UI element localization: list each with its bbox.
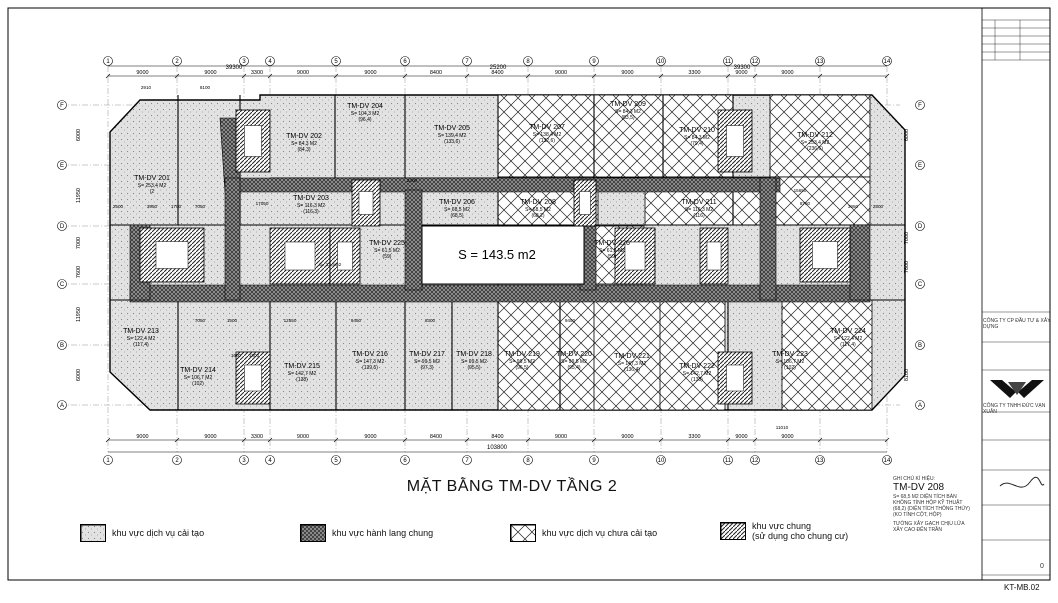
note-heading: GHI CHÚ KÍ HIỆU: bbox=[893, 476, 935, 482]
small-dim-label: 2400 bbox=[406, 178, 418, 183]
legend-item-renovated bbox=[80, 524, 204, 542]
dim-top-label: 8400 bbox=[491, 70, 504, 76]
dim-bottom-label: 9000 bbox=[621, 434, 634, 440]
unit-area: S= 99,5 M2 bbox=[414, 359, 440, 365]
unit-area: S= 84,3 M2 bbox=[615, 109, 641, 115]
dim-left-label: 11950 bbox=[76, 307, 82, 322]
unit-net-area: (132,6) bbox=[539, 138, 555, 144]
grid-row-label: F bbox=[60, 103, 64, 110]
small-dim-label: 8100 bbox=[199, 85, 211, 90]
grid-column-label: 1 bbox=[106, 458, 110, 465]
legend-item-corridor bbox=[300, 524, 433, 542]
note-line: XÂY CAO ĐẾN TRẦN bbox=[893, 527, 942, 533]
unit-net-area: (79,4) bbox=[690, 141, 704, 147]
unit-area: S= 104,3 M2 bbox=[350, 111, 380, 117]
grid-row-label: D bbox=[917, 224, 923, 231]
unit-id: TM-DV 217 bbox=[409, 351, 445, 358]
unit-area: S= 116,3 M2 bbox=[296, 203, 326, 209]
unit-area: S= 106,7 M2 bbox=[183, 375, 213, 381]
unit-net-area: (84,3) bbox=[297, 147, 311, 153]
grid-row-label: A bbox=[917, 403, 923, 410]
unit-id: TM-DV 213 bbox=[123, 328, 159, 335]
legend-swatch-dots bbox=[80, 524, 106, 542]
unit-area: S= 253,4 M2 bbox=[800, 140, 830, 146]
unit-net-area: (102) bbox=[784, 365, 796, 371]
dim-bottom-label: 3300 bbox=[688, 434, 701, 440]
unit-area: S= 147,3 M2 bbox=[355, 359, 385, 365]
dim-top-right: 39300 bbox=[733, 65, 751, 71]
dim-right-label: 7000 bbox=[904, 231, 910, 245]
grid-row-label: E bbox=[917, 163, 923, 170]
legend-label: khu vực dịch vụ cải tạo bbox=[112, 528, 205, 538]
legend-swatch-cross bbox=[510, 524, 536, 542]
unit-id: TM-DV 216 bbox=[352, 351, 388, 358]
dim-bottom-label: 9000 bbox=[735, 434, 748, 440]
small-dim-label: 15650 bbox=[793, 188, 807, 193]
dim-top-label: 3300 bbox=[688, 70, 701, 76]
dim-top-label: 9000 bbox=[136, 70, 149, 76]
grid-column-label: 3 bbox=[242, 458, 246, 465]
unit-area: S= 106,7 M2 bbox=[775, 359, 805, 365]
grid-column-label: 10 bbox=[657, 59, 665, 66]
grid-column-label: 3 bbox=[242, 59, 246, 66]
small-dim-label: 3950 bbox=[847, 204, 859, 209]
grid-row-label: C bbox=[59, 282, 65, 289]
small-dim-label: 7050 bbox=[194, 318, 206, 323]
dim-top-left: 39300 bbox=[225, 65, 243, 71]
dim-top-label: 9000 bbox=[364, 70, 377, 76]
signature bbox=[1000, 477, 1044, 487]
small-dim-label: 9450 bbox=[350, 318, 362, 323]
small-dim-label: 6300 bbox=[424, 318, 436, 323]
corridor-area bbox=[760, 178, 776, 300]
dim-bottom-label: 9000 bbox=[296, 434, 310, 440]
small-dim-label: 7050 bbox=[194, 204, 206, 209]
unit-net-area: (96,5) bbox=[515, 365, 529, 371]
legend-swatch-hatch bbox=[720, 522, 746, 540]
unit-area: S= 84,3 M2 bbox=[684, 135, 710, 141]
unit-id: TM-DV 209 bbox=[610, 101, 646, 108]
small-dim-label: 2910 bbox=[140, 85, 152, 90]
grid-column-label: 4 bbox=[268, 458, 272, 465]
grid-column-label: 14 bbox=[883, 59, 891, 66]
unit-area: S= 61,5 M2 bbox=[374, 248, 400, 254]
dim-top-label: 9000 bbox=[204, 70, 217, 76]
grid-row-label: B bbox=[917, 343, 923, 350]
lift-shaft bbox=[359, 192, 373, 215]
unit-net-area: (2 bbox=[149, 189, 155, 195]
dim-top-label: 9000 bbox=[554, 70, 568, 76]
note-line: TƯỜNG XÂY GẠCH CHỊU LỬA bbox=[893, 521, 965, 527]
legend-note bbox=[893, 476, 979, 533]
lift-shaft bbox=[707, 242, 721, 270]
title-block-company: CÔNG TY CP ĐẦU TƯ & XÂY DỰNG bbox=[983, 318, 1051, 330]
unit-area: S= 99,5 M2 bbox=[461, 359, 487, 365]
unit-net-area: (138) bbox=[296, 377, 308, 383]
central-void-area: S = 143.5 m2 bbox=[458, 247, 536, 262]
dim-bottom-label: 8400 bbox=[491, 434, 504, 440]
grid-column-label: 9 bbox=[592, 59, 596, 66]
unit-area: S= 122,4 M2 bbox=[126, 336, 156, 342]
grid-column-label: 7 bbox=[465, 59, 469, 66]
unit-id: TM-DV 206 bbox=[439, 199, 475, 206]
small-dim-label: 1900 bbox=[248, 353, 260, 358]
corridor-area bbox=[130, 285, 870, 302]
unrenovated-area bbox=[660, 300, 725, 410]
unit-id: TM-DV 222 bbox=[679, 363, 715, 370]
unit-area: S= 61,5 M2 bbox=[599, 248, 625, 254]
dim-top-label: 3300 bbox=[250, 70, 264, 76]
unit-area: S= 99,5 M2 bbox=[561, 359, 587, 365]
sheet-id: KT-MB.02 bbox=[1004, 583, 1040, 592]
lift-shaft bbox=[727, 365, 744, 391]
unit-area: S= 99,5 M2 bbox=[509, 359, 535, 365]
note-line: S= 68,5 M2 DIỆN TÍCH BÁN bbox=[893, 494, 957, 500]
unit-id: TM-DV 205 bbox=[434, 125, 470, 132]
legend-item-unrenovated bbox=[510, 524, 657, 542]
drawing-title: MẶT BẰNG TM-DV TẦNG 2 bbox=[406, 478, 618, 495]
small-dim-label: S= 23,5m2 bbox=[318, 262, 342, 267]
small-dim-label: 11010 bbox=[775, 425, 789, 430]
unit-area: S= 147,3 M2 bbox=[617, 361, 647, 367]
grid-column-label: 12 bbox=[751, 458, 759, 465]
grid-column-label: 2 bbox=[175, 458, 179, 465]
small-dim-label: 2500 bbox=[872, 204, 884, 209]
legend-item-common bbox=[720, 521, 848, 541]
dim-bottom-label: 9000 bbox=[364, 434, 377, 440]
lift-shaft bbox=[727, 126, 744, 157]
unit-area: S= 68,5 M2 bbox=[444, 207, 470, 213]
dim-bottom-label: 9000 bbox=[204, 434, 217, 440]
unit-id: TM-DV 221 bbox=[614, 353, 650, 360]
small-dim-label: 1600 bbox=[230, 353, 242, 358]
small-dim-label: 8750 bbox=[799, 201, 811, 206]
corridor-area bbox=[850, 225, 870, 300]
grid-row-label: A bbox=[59, 403, 65, 410]
lift-shaft bbox=[245, 126, 262, 157]
dim-left-label: 7000 bbox=[76, 236, 82, 250]
unit-id: TM-DV 212 bbox=[797, 132, 833, 139]
grid-column-label: 8 bbox=[526, 59, 530, 66]
unit-net-area: (96,4) bbox=[358, 117, 372, 123]
unit-id: TM-DV 207 bbox=[529, 124, 565, 131]
dim-bottom-label: 8400 bbox=[429, 434, 443, 440]
corridor-area bbox=[405, 190, 422, 290]
dim-left-label: 6000 bbox=[76, 368, 82, 382]
unit-area: S= 84,3 M2 bbox=[291, 141, 317, 147]
unit-net-area: (136,4) bbox=[624, 367, 640, 373]
unit-id: TM-DV 226 bbox=[594, 240, 630, 247]
lift-shaft bbox=[245, 365, 262, 391]
corridor-area bbox=[225, 178, 240, 300]
small-dim-label: 12550 bbox=[283, 318, 297, 323]
grid-row-label: F bbox=[918, 103, 922, 110]
grid-column-label: 11 bbox=[724, 59, 732, 66]
grid-column-label: 1 bbox=[106, 59, 110, 66]
lift-shaft bbox=[156, 242, 188, 269]
dim-top-total: 25200 bbox=[489, 65, 507, 71]
unit-id: TM-DV 224 bbox=[830, 328, 866, 335]
grid-column-label: 4 bbox=[268, 59, 272, 66]
unit-net-area: (83,5) bbox=[621, 115, 635, 121]
unit-net-area: (59) bbox=[607, 254, 617, 260]
dim-bottom-label: 9000 bbox=[781, 434, 794, 440]
unit-id: TM-DV 219 bbox=[504, 351, 540, 358]
note-ref: (68,2) bbox=[893, 506, 907, 512]
grid-column-label: 5 bbox=[334, 59, 338, 66]
small-dim-label: 17050 bbox=[255, 201, 269, 206]
unit-net-area: (116,3) bbox=[303, 209, 319, 215]
small-dim-label: 1500 bbox=[226, 318, 238, 323]
page-number: 0 bbox=[1040, 563, 1044, 570]
dim-bottom-label: 9000 bbox=[136, 434, 149, 440]
grid-column-label: 13 bbox=[816, 458, 824, 465]
unit-area: S= 139,4 M2 bbox=[437, 133, 467, 139]
lift-shaft bbox=[285, 242, 315, 270]
dim-top-label: 9000 bbox=[735, 70, 748, 76]
unit-area: S= 142,7 M2 bbox=[287, 371, 317, 377]
unit-id: TM-DV 218 bbox=[456, 351, 492, 358]
grid-column-label: 6 bbox=[403, 59, 407, 66]
dim-right-label: 7600 bbox=[904, 260, 910, 274]
unit-id: TM-DV 210 bbox=[679, 127, 715, 134]
grid-column-label: 2 bbox=[175, 59, 179, 66]
unit-net-area: (116) bbox=[693, 213, 705, 219]
lift-shaft bbox=[813, 242, 838, 269]
small-dim-label: 2500 bbox=[112, 204, 124, 209]
small-dim-label: 9450 bbox=[564, 318, 576, 323]
dim-left-label: 6000 bbox=[76, 128, 82, 142]
grid-row-label: C bbox=[917, 282, 923, 289]
dim-right-label: 8100 bbox=[904, 368, 910, 382]
grid-column-label: 6 bbox=[403, 458, 407, 465]
unrenovated-area bbox=[770, 177, 870, 225]
unit-id: TM-DV 211 bbox=[681, 199, 717, 206]
unit-net-area: (95,4) bbox=[567, 365, 581, 371]
dim-top-label: 9000 bbox=[781, 70, 794, 76]
dim-right-label: 6000 bbox=[904, 128, 910, 142]
lift-shaft bbox=[580, 192, 591, 215]
unit-net-area: (138) bbox=[691, 377, 703, 383]
unit-net-area: (236,6) bbox=[807, 146, 823, 152]
unit-net-area: (59) bbox=[382, 254, 392, 260]
legend-label: khu vực chung (sử dụng cho chung cư) bbox=[752, 521, 849, 541]
grid-column-label: 12 bbox=[751, 59, 759, 66]
unit-area: S= 138,4 M2 bbox=[532, 132, 562, 138]
unit-id: TM-DV 204 bbox=[347, 103, 383, 110]
unit-net-area: (102) bbox=[192, 381, 204, 387]
note-line: (DIỆN TÍCH THÔNG THỦY) bbox=[907, 506, 970, 512]
grid-column-label: 8 bbox=[526, 458, 530, 465]
grid-row-label: E bbox=[59, 163, 65, 170]
unit-area: S= 68,5 M2 bbox=[525, 207, 551, 213]
unit-net-area: (95,5) bbox=[467, 365, 481, 371]
unit-area: S= 116,3 M2 bbox=[684, 207, 714, 213]
legend-swatch-dense bbox=[300, 524, 326, 542]
legend-label: khu vực hành lang chung bbox=[332, 528, 434, 538]
unit-id: TM-DV 220 bbox=[556, 351, 592, 358]
grid-column-label: 9 bbox=[592, 458, 596, 465]
unit-area: S= 142,7 M2 bbox=[682, 371, 712, 377]
dim-left-label: 7600 bbox=[76, 265, 82, 279]
unit-id: TM-DV 225 bbox=[369, 240, 405, 247]
title-block-company-2: CÔNG TY TNHH ĐỨC VẠN XUÂN bbox=[983, 403, 1046, 415]
grid-column-label: 7 bbox=[465, 458, 469, 465]
unit-id: TM-DV 214 bbox=[180, 367, 216, 374]
dim-top-label: 8400 bbox=[429, 70, 443, 76]
unit-net-area: (139,5) bbox=[362, 365, 378, 371]
unit-id: TM-DV 215 bbox=[284, 363, 320, 370]
dim-top-label: 9000 bbox=[621, 70, 634, 76]
unit-area: S= 122,4 M2 bbox=[833, 336, 863, 342]
unit-net-area: (117,4) bbox=[840, 342, 856, 348]
unit-id: TM-DV 208 bbox=[520, 199, 556, 206]
grid-row-label: D bbox=[59, 224, 65, 231]
grid-column-label: 14 bbox=[883, 458, 891, 465]
unit-id: TM-DV 203 bbox=[293, 195, 329, 202]
note-line: KHÔNG TÍNH HỘP KỸ THUẬT bbox=[893, 500, 963, 506]
unit-area: S= 253,4 M2 bbox=[137, 183, 167, 189]
dim-bottom-label: 9000 bbox=[554, 434, 568, 440]
unit-net-area: (117,4) bbox=[133, 342, 149, 348]
company-logo bbox=[988, 378, 1046, 400]
grid-column-label: 11 bbox=[724, 458, 732, 465]
unit-net-area: (97,3) bbox=[420, 365, 434, 371]
unit-id: TM-DV 201 bbox=[134, 175, 170, 182]
dim-total-width: 103800 bbox=[486, 445, 508, 451]
grid-column-label: 13 bbox=[816, 59, 824, 66]
small-dim-label: 3950 bbox=[146, 204, 158, 209]
unit-net-area: (68,2) bbox=[531, 213, 545, 219]
unit-net-area: (133,6) bbox=[444, 139, 460, 145]
unit-net-area: (68,5) bbox=[450, 213, 464, 219]
small-dim-label: 1700 bbox=[170, 204, 182, 209]
note-line: (KO TÍNH CỘT, HỘP) bbox=[893, 512, 942, 518]
legend-label: khu vực dịch vụ chưa cải tạo bbox=[542, 528, 658, 538]
grid-column-label: 5 bbox=[334, 458, 338, 465]
dim-left-label: 11950 bbox=[76, 188, 82, 203]
unit-id: TM-DV 223 bbox=[772, 351, 808, 358]
unit-id: TM-DV 202 bbox=[286, 133, 322, 140]
note-sample-id: TM-DV 208 bbox=[893, 482, 945, 493]
grid-column-label: 10 bbox=[657, 458, 665, 465]
grid-row-label: B bbox=[59, 343, 65, 350]
dim-top-label: 9000 bbox=[296, 70, 310, 76]
dim-bottom-label: 3300 bbox=[250, 434, 264, 440]
